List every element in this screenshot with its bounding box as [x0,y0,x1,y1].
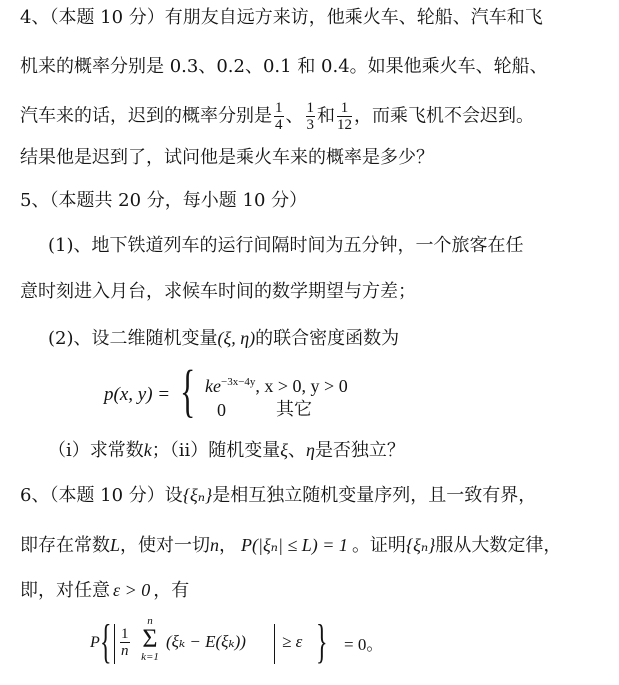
formula-ge: ≥ ε [282,632,303,651]
density-case-2 [217,398,226,423]
formula-P: P [90,634,100,651]
case1-expr: ke [205,376,221,396]
q5-part1-line-1: (1)、地下铁道列车的运行间隔时间为五分钟，一个旅客在任 [48,235,524,256]
q4-sep-2: 和 [317,105,335,127]
fraction-one-quarter: $\frac{1}{4}$ [275,100,283,133]
q6-text-b: 是相互独立随机变量序列，且一致有界， [212,485,537,506]
case2-expr: 0 [217,400,226,420]
q6-l2-prob: P(|ξₙ| ≤ L) = 1 [241,535,348,555]
case1-exponent: −3x−4y [220,376,256,388]
q6-l2-n: n [210,535,220,555]
density-case-1 [205,370,348,399]
q5-part2-vars: (ξ, η) [217,328,256,348]
formula-abs-right [274,624,276,664]
cases-brace: { [180,358,196,423]
q6-l2-b: ，使对一切 [120,535,211,556]
subq-sep: 、 [288,440,306,461]
q4-line-2: 机来的概率分别是 0.3、0.2、0.1 和 0.4。如果他乘火车、轮船、 [20,56,548,77]
q5-part2-text-a: (2)、设二维随机变量 [48,328,218,349]
subq-k: k [143,440,152,460]
q4-line-3-text-a: 汽车来的话，迟到的概率分别是 [20,105,272,127]
subq-xi: ξ [280,440,288,460]
formula-rhs: = 0。 [344,635,384,654]
fraction-one-twelfth: $\frac{1}{12}$ [337,100,352,133]
formula-frac: $\frac{1}{n}$ [121,626,129,659]
fraction-one-third: $\frac{1}{3}$ [306,100,314,133]
q6-l2-c: ， [219,535,238,556]
q6-line-2 [20,533,561,558]
q6-l2-e: 服从大数定律， [435,535,562,556]
q6-line-1 [20,483,536,508]
sigma-symbol: Σ [142,624,158,653]
formula-sum: n Σ k=1 [138,616,162,663]
q4-sep-1: 、 [285,105,304,127]
q4-line-4: 结果他是迟到了，试问他是乘火车来的概率是多少？ [20,147,434,168]
q5-subquestions [48,438,405,463]
lln-formula [90,616,330,678]
q5-part2-text-b: 的联合密度函数为 [255,328,400,349]
q5-part2-line [48,326,399,351]
q6-l2-a: 即存在常数 [20,535,110,556]
q6-l3-eps: ε > 0 [113,580,151,600]
q6-l2-d: 。证明 [351,535,406,556]
q4-line-3 [20,100,534,133]
q6-line-3 [20,578,189,603]
q6-l3-a: 即，对任意 [20,580,110,601]
formula-left-brace: { [100,615,112,668]
q5-header: 5、（本题共 20 分，每小题 10 分） [20,190,308,211]
subq-text-b: ；（ii）随机变量 [151,440,281,461]
subq-text-a: （i）求常数 [48,440,144,461]
subq-eta: η [306,440,315,460]
q6-seq: {ξₙ} [182,485,213,505]
q6-l2-seq: {ξₙ} [405,535,436,555]
density-lhs: p(x, y) = [104,384,171,405]
q6-l2-L: L [110,535,121,555]
formula-right-brace: } [316,615,328,668]
q6-text-a: 6、（本题 10 分）设 [20,485,183,506]
formula-body: (ξₖ − E(ξₖ)) [166,632,246,651]
density-case-2-condition: 其它 [276,399,312,420]
q6-l3-b: ，有 [153,580,190,601]
q4-line-3-text-b: ，而乘飞机不会迟到。 [354,105,534,127]
q5-part1-line-2: 意时刻进入月台，求候车时间的数学期望与方差； [20,281,416,302]
case1-condition: , x > 0, y > 0 [255,376,348,396]
q4-line-1: 4、（本题 10 分）有朋友自远方来访，他乘火车、轮船、汽车和飞 [20,7,543,28]
subq-text-c: 是否独立？ [314,440,405,461]
formula-abs-left [114,624,116,664]
